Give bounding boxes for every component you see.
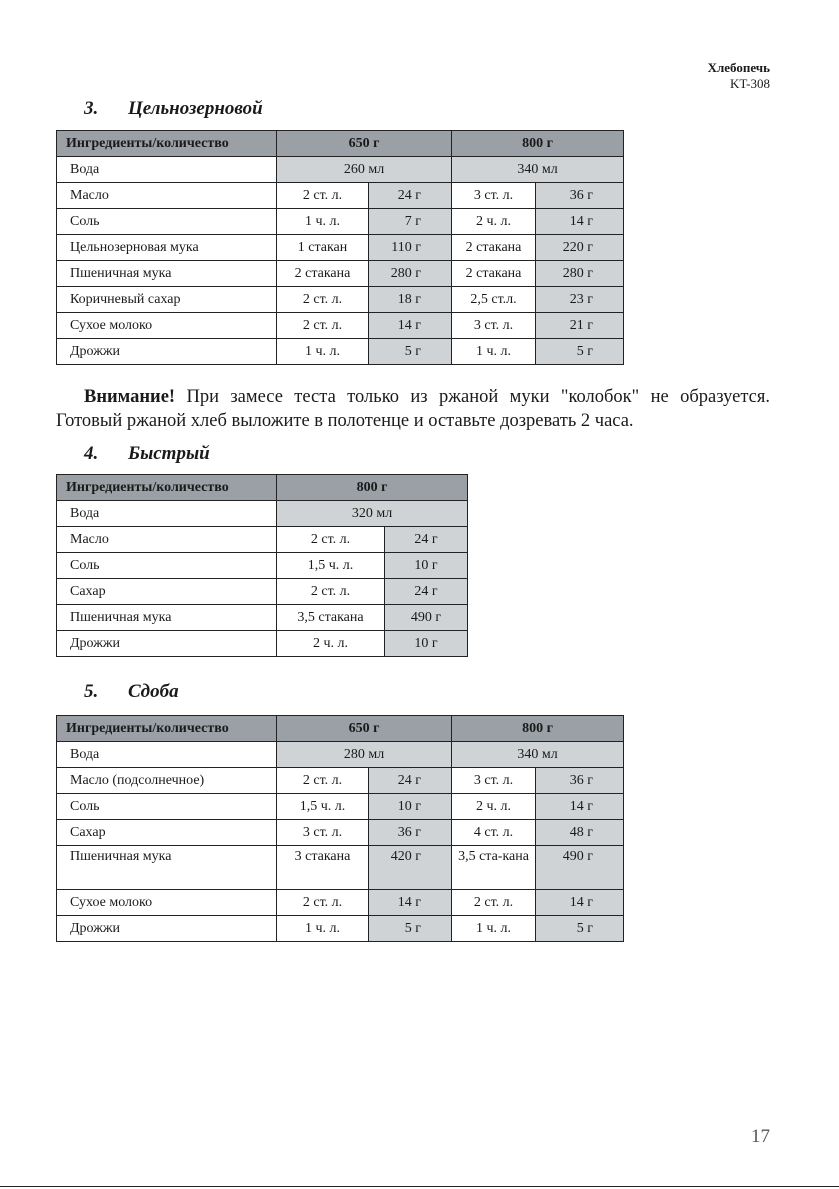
section-number: 5. [84, 681, 99, 702]
header-size: 650 г [277, 716, 452, 742]
amount-grams: 24 г [385, 527, 468, 553]
amount-grams: 23 г [536, 287, 624, 313]
amount-grams: 14 г [536, 890, 624, 916]
ingredient-name: Вода [57, 742, 277, 768]
table-row [57, 605, 468, 631]
amount-measure: 1,5 ч. л. [277, 553, 385, 579]
header-size: 800 г [277, 475, 468, 501]
amount-grams: 24 г [385, 579, 468, 605]
ingredient-name: Пшеничная мука [57, 605, 277, 631]
amount-grams: 21 г [536, 313, 624, 339]
amount-grams: 5 г [369, 339, 452, 365]
table-row [57, 579, 468, 605]
amount-measure: 2 ч. л. [277, 631, 385, 657]
amount-ml: 260 мл [277, 157, 452, 183]
amount-grams: 36 г [536, 183, 624, 209]
amount-measure: 1 ч. л. [277, 916, 369, 942]
ingredient-name: Соль [57, 553, 277, 579]
ingredient-name: Вода [57, 157, 277, 183]
amount-grams: 14 г [536, 209, 624, 235]
amount-measure: 1 ч. л. [277, 339, 369, 365]
ingredient-name: Пшеничная мука [57, 846, 277, 890]
warning-label: Внимание! [84, 387, 176, 407]
amount-ml: 320 мл [277, 501, 468, 527]
amount-measure: 1 ч. л. [452, 339, 536, 365]
ingredient-name: Цельнозерновая мука [57, 235, 277, 261]
ingredient-name: Дрожжи [57, 916, 277, 942]
section-title-brioche [84, 681, 179, 703]
amount-grams: 490 г [385, 605, 468, 631]
header-size: 800 г [452, 716, 624, 742]
recipe-table-whole-grain [56, 130, 624, 365]
ingredient-name: Сухое молоко [57, 313, 277, 339]
amount-measure: 2 ст. л. [277, 579, 385, 605]
table-row [57, 157, 624, 183]
section-number: 3. [84, 98, 99, 119]
table-row [57, 916, 624, 942]
ingredient-name: Масло (подсолнечное) [57, 768, 277, 794]
table-row [57, 235, 624, 261]
section-number: 4. [84, 443, 99, 464]
amount-ml: 340 мл [452, 742, 624, 768]
table-row [57, 339, 624, 365]
amount-grams: 10 г [385, 631, 468, 657]
page-number: 17 [751, 1126, 770, 1147]
amount-grams: 280 г [536, 261, 624, 287]
ingredient-name: Соль [57, 794, 277, 820]
section-title-text: Цельнозерновой [128, 98, 263, 119]
table-row [57, 553, 468, 579]
amount-grams: 14 г [369, 890, 452, 916]
table-row [57, 794, 624, 820]
amount-measure: 1 стакан [277, 235, 369, 261]
header-brand: Хлебопечь [707, 60, 770, 75]
table-header-row [57, 131, 624, 157]
amount-measure: 2 ст. л. [277, 183, 369, 209]
amount-measure: 2 ст. л. [452, 890, 536, 916]
section-title-text: Сдоба [128, 681, 179, 702]
amount-grams: 14 г [369, 313, 452, 339]
section-title-whole-grain [84, 98, 263, 120]
ingredient-name: Масло [57, 527, 277, 553]
amount-ml: 280 мл [277, 742, 452, 768]
amount-measure: 3 ст. л. [452, 183, 536, 209]
amount-measure: 2 ч. л. [452, 794, 536, 820]
amount-measure: 2 ст. л. [277, 313, 369, 339]
ingredient-name: Сухое молоко [57, 890, 277, 916]
ingredient-name: Сахар [57, 820, 277, 846]
amount-measure: 2 ст. л. [277, 890, 369, 916]
amount-grams: 18 г [369, 287, 452, 313]
table-row [57, 261, 624, 287]
section-title-text: Быстрый [128, 443, 210, 464]
amount-grams: 110 г [369, 235, 452, 261]
ingredient-name: Дрожжи [57, 339, 277, 365]
amount-grams: 24 г [369, 183, 452, 209]
amount-grams: 5 г [536, 339, 624, 365]
amount-measure: 3 ст. л. [452, 313, 536, 339]
amount-measure: 1 ч. л. [277, 209, 369, 235]
ingredient-name: Вода [57, 501, 277, 527]
header-ingredients: Ингредиенты/количество [57, 716, 277, 742]
section-title-fast [84, 443, 210, 465]
amount-measure: 1,5 ч. л. [277, 794, 369, 820]
ingredient-name: Пшеничная мука [57, 261, 277, 287]
amount-measure: 2 стакана [452, 235, 536, 261]
amount-measure: 4 ст. л. [452, 820, 536, 846]
amount-grams: 490 г [536, 846, 624, 890]
amount-measure: 3,5 ста-кана [452, 846, 536, 890]
footer-divider [0, 1186, 839, 1187]
header-size: 650 г [277, 131, 452, 157]
amount-grams: 220 г [536, 235, 624, 261]
amount-measure: 2 ст. л. [277, 527, 385, 553]
amount-grams: 14 г [536, 794, 624, 820]
amount-grams: 5 г [369, 916, 452, 942]
amount-grams: 10 г [369, 794, 452, 820]
table-row [57, 501, 468, 527]
header-ingredients: Ингредиенты/количество [57, 475, 277, 501]
table-row [57, 890, 624, 916]
amount-grams: 5 г [536, 916, 624, 942]
amount-measure: 2 ч. л. [452, 209, 536, 235]
table-header-row [57, 716, 624, 742]
ingredient-name: Соль [57, 209, 277, 235]
amount-grams: 36 г [536, 768, 624, 794]
table-row [57, 742, 624, 768]
ingredient-name: Коричневый сахар [57, 287, 277, 313]
amount-measure: 3 стакана [277, 846, 369, 890]
table-row [57, 313, 624, 339]
table-row [57, 820, 624, 846]
amount-grams: 7 г [369, 209, 452, 235]
table-row [57, 631, 468, 657]
page-header [708, 60, 770, 92]
table-row [57, 287, 624, 313]
warning-note [56, 385, 770, 433]
header-model: KT-308 [730, 76, 770, 91]
amount-grams: 10 г [385, 553, 468, 579]
table-row [57, 846, 624, 890]
ingredient-name: Сахар [57, 579, 277, 605]
amount-measure: 2 ст. л. [277, 768, 369, 794]
ingredient-name: Дрожжи [57, 631, 277, 657]
amount-grams: 48 г [536, 820, 624, 846]
amount-grams: 280 г [369, 261, 452, 287]
amount-grams: 420 г [369, 846, 452, 890]
table-row [57, 527, 468, 553]
table-row [57, 183, 624, 209]
ingredient-name: Масло [57, 183, 277, 209]
table-header-row [57, 475, 468, 501]
recipe-table-brioche [56, 715, 624, 942]
amount-ml: 340 мл [452, 157, 624, 183]
amount-measure: 3,5 стакана [277, 605, 385, 631]
amount-measure: 2 ст. л. [277, 287, 369, 313]
recipe-table-fast [56, 474, 468, 657]
amount-measure: 2,5 ст.л. [452, 287, 536, 313]
amount-grams: 36 г [369, 820, 452, 846]
warning-text: При замесе теста только из ржаной муки "колобок" не образуется. Готовый ржаной хлеб выложите в полотенце и оставьте дозревать 2 часа. [56, 387, 770, 431]
amount-measure: 3 ст. л. [452, 768, 536, 794]
table-row [57, 209, 624, 235]
amount-measure: 2 стакана [277, 261, 369, 287]
table-row [57, 768, 624, 794]
header-ingredients: Ингредиенты/количество [57, 131, 277, 157]
amount-measure: 2 стакана [452, 261, 536, 287]
amount-grams: 24 г [369, 768, 452, 794]
amount-measure: 1 ч. л. [452, 916, 536, 942]
amount-measure: 3 ст. л. [277, 820, 369, 846]
header-size: 800 г [452, 131, 624, 157]
